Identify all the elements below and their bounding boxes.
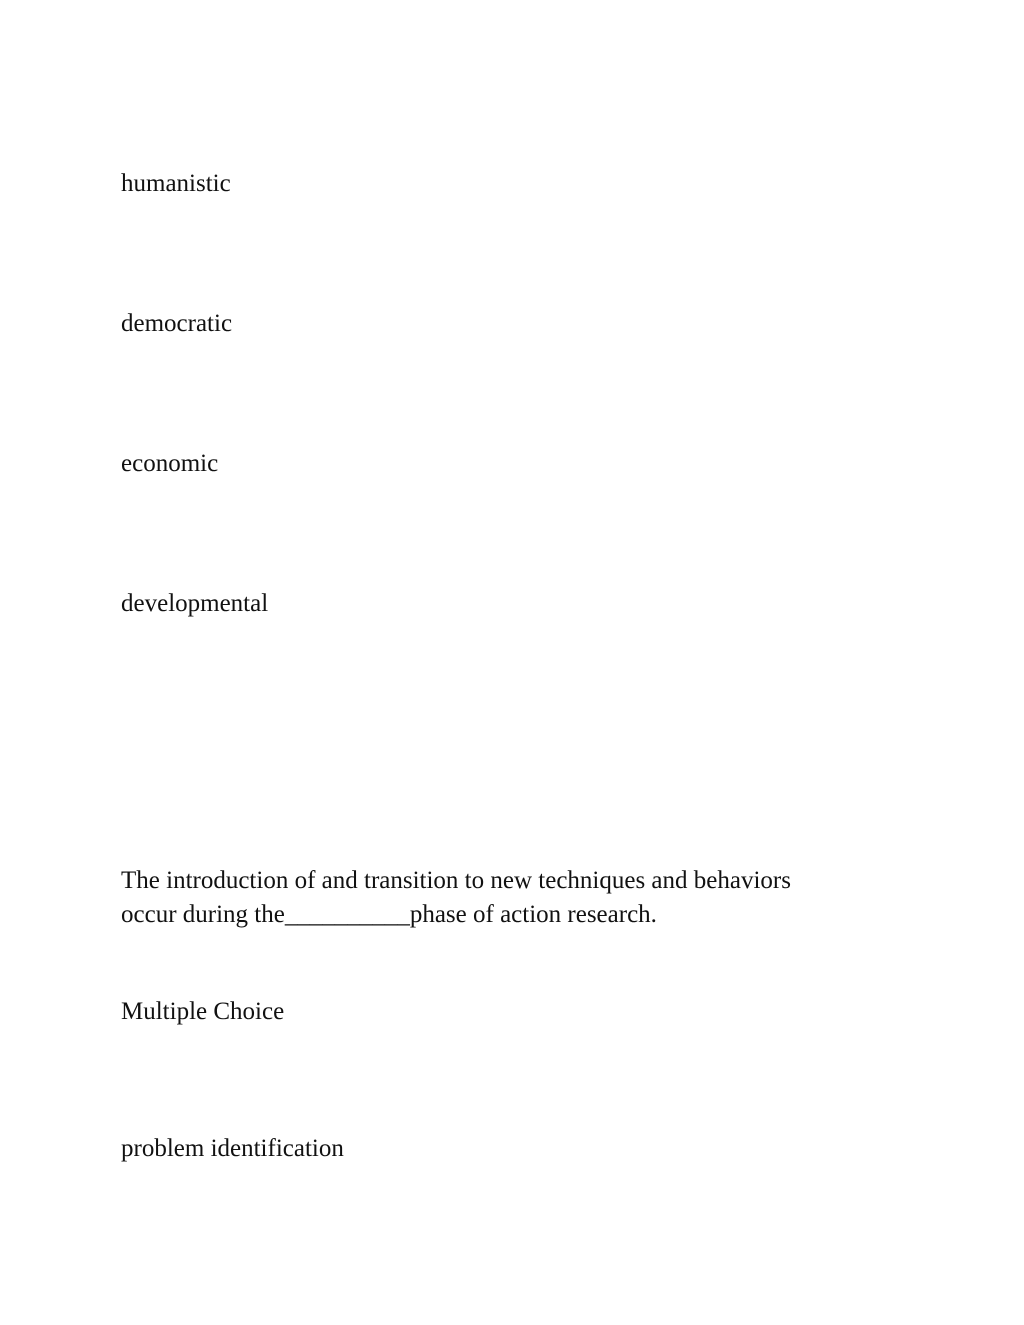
question-type-label: Multiple Choice [121, 998, 285, 1025]
answer-option-economic[interactable]: economic [121, 450, 219, 477]
answer-option-humanistic[interactable]: humanistic [121, 170, 231, 197]
question-text-line-1: The introduction of and transition to new techniques and behaviors [121, 867, 791, 894]
answer-option-democratic[interactable]: democratic [121, 310, 233, 337]
question-text-line-2: occur during the__________phase of action research. [121, 901, 657, 928]
answer-option-developmental[interactable]: developmental [121, 590, 269, 617]
answer-option-problem-identification[interactable]: problem identification [121, 1135, 344, 1162]
